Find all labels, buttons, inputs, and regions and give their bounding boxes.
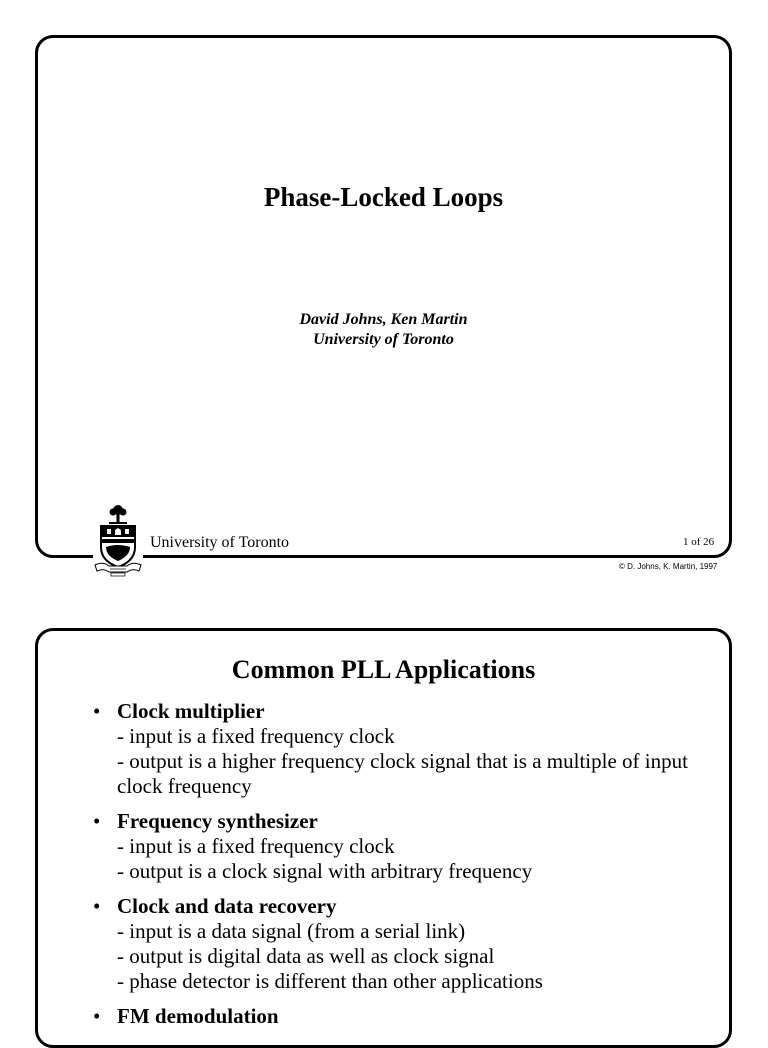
bullet-detail: - input is a fixed frequency clock	[117, 724, 395, 748]
affiliation: University of Toronto	[313, 331, 454, 348]
bullet-list	[93, 699, 693, 1039]
bullet-marker: •	[93, 894, 101, 918]
applications-slide	[35, 628, 732, 1048]
bullet-heading: Frequency synthesizer	[117, 809, 318, 833]
bullet-detail: - output is a clock signal with arbitrary frequency	[117, 859, 533, 883]
author-block	[38, 310, 729, 350]
bullet-marker: •	[93, 1004, 101, 1028]
copyright-notice: © D. Johns, K. Martin, 1997	[619, 562, 718, 571]
bullet-marker: •	[93, 809, 101, 833]
list-item	[93, 894, 693, 994]
list-item	[93, 1004, 693, 1029]
bullet-heading: Clock multiplier	[117, 699, 265, 723]
bullet-detail: - input is a data signal (from a serial link)	[117, 919, 466, 943]
authors: David Johns, Ken Martin	[299, 311, 468, 328]
title-slide	[35, 35, 732, 558]
footer-university-label: University of Toronto	[150, 534, 290, 551]
bullet-heading: Clock and data recovery	[117, 894, 337, 918]
list-item	[93, 699, 693, 799]
university-crest-icon	[93, 503, 143, 577]
bullet-detail: - phase detector is different than other applications	[117, 969, 543, 993]
page-number: 1 of 26	[683, 536, 715, 548]
slide-title: Common PLL Applications	[231, 655, 536, 684]
bullet-marker: •	[93, 699, 101, 723]
list-item	[93, 809, 693, 884]
bullet-detail: - input is a fixed frequency clock	[117, 834, 395, 858]
bullet-heading: FM demodulation	[117, 1004, 279, 1028]
bullet-detail: - output is a higher frequency clock signal that is a multiple of input clock frequency	[117, 749, 688, 798]
bullet-detail: - output is digital data as well as clock signal	[117, 944, 495, 968]
slide-title: Phase-Locked Loops	[263, 182, 504, 212]
